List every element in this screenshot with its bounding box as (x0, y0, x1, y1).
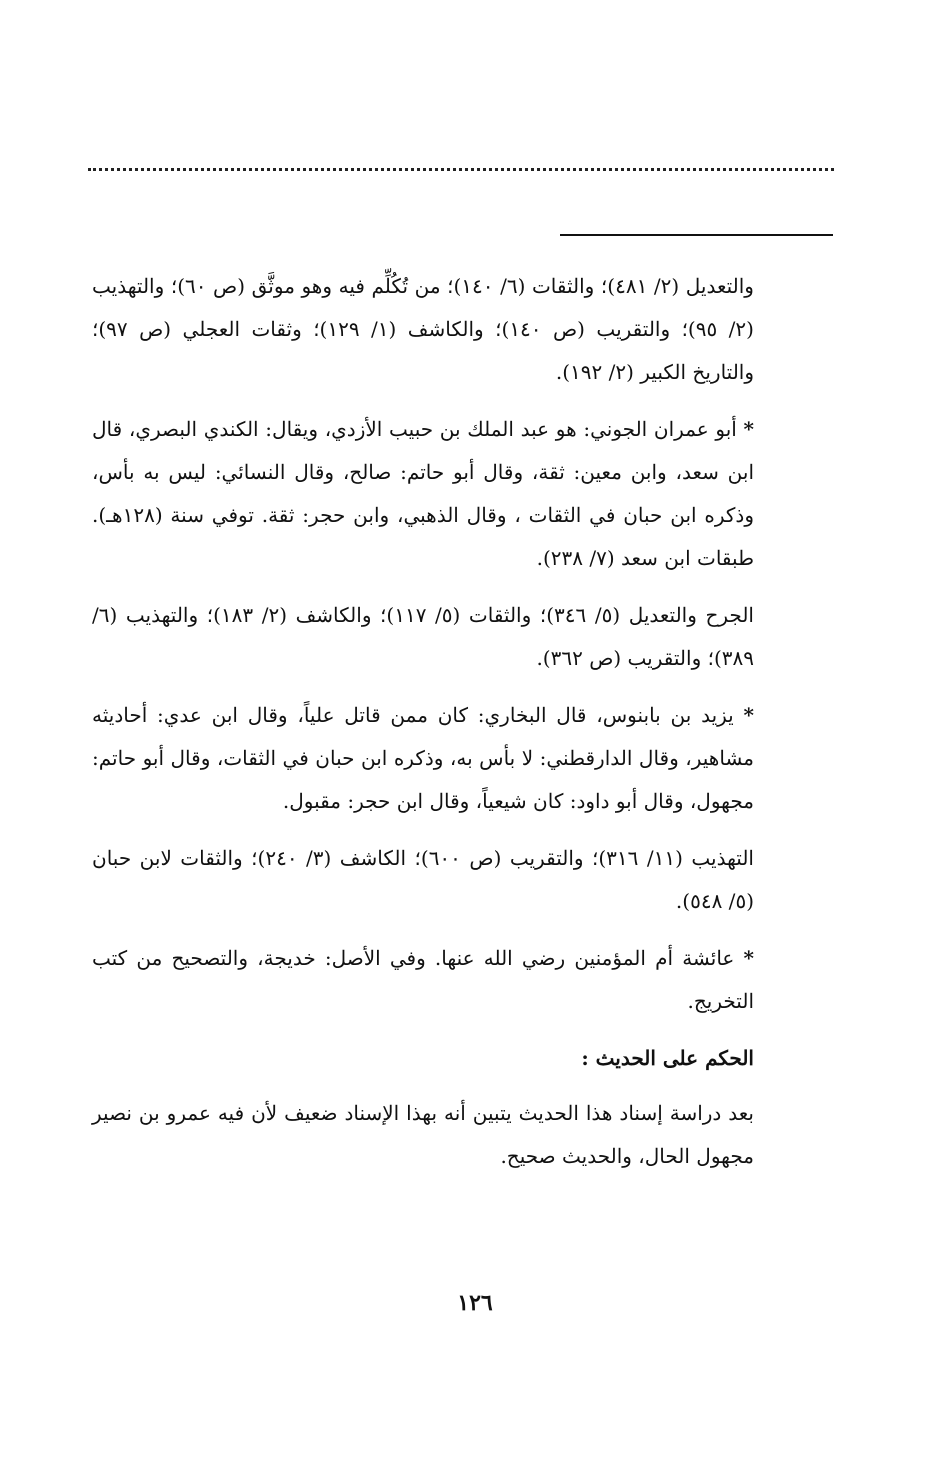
biography-aisha (92, 937, 754, 1023)
biography-abu-imran (92, 408, 754, 580)
biography-text: يزيد بن بابنوس، قال البخاري: كان ممن قاتل علياً، وقال ابن عدي: أحاديثه مشاهير، وقال الدارقطني: لا بأس به، وذكره ابن حبان في الثقات، وقال أبو حاتم: مجهول، وقال أبو داود: كان شيعياً، وقال ابن حجر: مقبول. (92, 703, 754, 813)
asterisk-marker: * (743, 417, 755, 441)
asterisk-marker: * (743, 703, 755, 727)
footnote-separator-dots (88, 168, 834, 191)
page-number: ١٢٦ (457, 1290, 493, 1316)
references-paragraph: التهذيب (١١/ ٣١٦)؛ والتقريب (ص ٦٠٠)؛ الكاشف (٣/ ٢٤٠)؛ والثقات لابن حبان (٥/ ٥٤٨). (92, 846, 754, 913)
biography-text: أبو عمران الجوني: هو عبد الملك بن حبيب الأزدي، ويقال: الكندي البصري، قال ابن سعد، وابن معين: ثقة، وقال أبو حاتم: صالح، وقال النسائي: ليس به بأس، وذكره ابن حبان في الثقات ، وقال الذهبي، وابن حجر: ثقة. توفي سنة (١٢٨هـ). طبقات ابن سعد (٧/ ٢٣٨). (92, 417, 754, 570)
verdict-paragraph: بعد دراسة إسناد هذا الحديث يتبين أنه بهذا الإسناد ضعيف لأن فيه عمرو بن نصير مجهول الحال، والحديث صحيح. (92, 1101, 754, 1168)
footnote-rule (560, 234, 833, 236)
biography-yazid (92, 694, 754, 823)
references-paragraph: والتعديل (٢/ ٤٨١)؛ والثقات (٦/ ١٤٠)؛ من تُكُلِّم فيه وهو موثَّق (ص ٦٠)؛ والتهذيب (٢/ ٩٥)؛ والتقريب (ص ١٤٠)؛ والكاشف (١/ ١٢٩)؛ وثقات العجلي (ص ٩٧)؛ والتاريخ الكبير (٢/ ١٩٢). (92, 274, 754, 384)
section-heading: الحكم على الحديث : (581, 1046, 754, 1070)
asterisk-marker: * (743, 946, 754, 970)
references-paragraph: الجرح والتعديل (٥/ ٣٤٦)؛ والثقات (٥/ ١١٧)؛ والكاشف (٢/ ١٨٣)؛ والتهذيب (٦/ ٣٨٩)؛ والتقريب (ص ٣٦٢). (92, 603, 754, 670)
biography-text: عائشة أم المؤمنين رضي الله عنها. وفي الأصل: خديجة، والتصحيح من كتب التخريج. (92, 946, 754, 1013)
page-body (92, 265, 754, 1192)
